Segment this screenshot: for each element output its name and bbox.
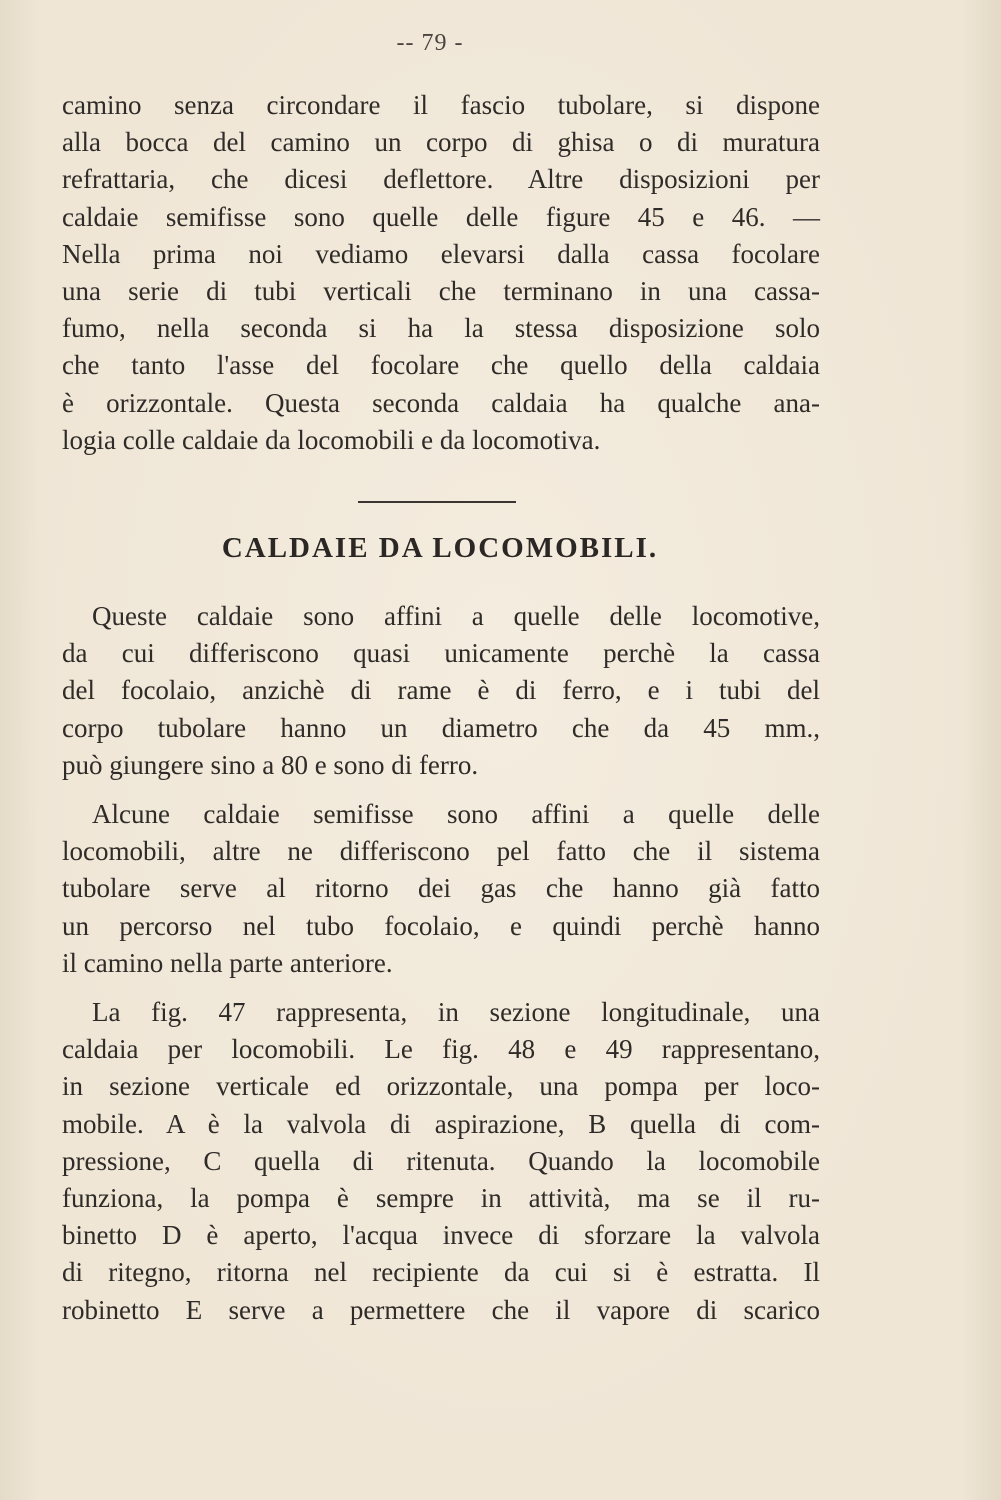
paragraph-3: [62, 796, 820, 982]
text-line: del focolaio, anzichè di rame è di ferro, e i tubi del: [62, 675, 820, 706]
text-line: Alcune caldaie semifisse sono affini a quelle delle: [92, 799, 820, 829]
text-line: fumo, nella seconda si ha la stessa disposizione solo: [62, 313, 820, 344]
text-line: camino senza circondare il fascio tubolare, si dispone: [62, 90, 820, 120]
page-number: -- 79 -: [396, 30, 464, 56]
text-line: caldaie semifisse sono quelle delle figure 45 e 46. —: [62, 201, 820, 232]
text-line: caldaia per locomobili. Le fig. 48 e 49 rappresentano,: [62, 1034, 820, 1065]
text-line: un percorso nel tubo focolaio, e quindi perchè hanno: [62, 910, 820, 941]
text-line: da cui differiscono quasi unicamente perchè la cassa: [62, 638, 820, 669]
text-line: Queste caldaie sono affini a quelle delle locomotive,: [92, 601, 820, 631]
paragraph-2: [62, 598, 820, 784]
paragraph-1: [62, 87, 820, 459]
text-line: tubolare serve al ritorno dei gas che hanno già fatto: [62, 873, 820, 904]
text-line: il camino nella parte anteriore.: [62, 947, 393, 978]
text-line: corpo tubolare hanno un diametro che da 45 mm.,: [62, 712, 820, 743]
text-line: Nella prima noi vediamo elevarsi dalla cassa focolare: [62, 238, 820, 269]
text-line: La fig. 47 rappresenta, in sezione longitudinale, una: [92, 997, 820, 1027]
text-line: può giungere sino a 80 e sono di ferro.: [62, 749, 479, 780]
text-line: in sezione verticale ed orizzontale, una pompa per loco-: [62, 1071, 820, 1102]
text-line: refrattaria, che dicesi deflettore. Altre disposizioni per: [62, 164, 820, 195]
text-line: che tanto l'asse del focolare che quello della caldaia: [62, 350, 820, 381]
text-line: logia colle caldaie da locomobili e da locomotiva.: [62, 424, 601, 455]
text-line: locomobili, altre ne differiscono pel fatto che il sistema: [62, 836, 820, 867]
text-line: alla bocca del camino un corpo di ghisa o di muratura: [62, 127, 820, 158]
text-line: pressione, C quella di ritenuta. Quando la locomobile: [62, 1145, 820, 1176]
paragraph-4: [62, 994, 820, 1329]
text-line: è orizzontale. Questa seconda caldaia ha qualche ana-: [62, 387, 820, 418]
text-line: funziona, la pompa è sempre in attività, ma se il ru-: [62, 1182, 820, 1213]
text-line: robinetto E serve a permettere che il vapore di scarico: [62, 1294, 820, 1325]
text-line: mobile. A è la valvola di aspirazione, B quella di com-: [62, 1108, 820, 1139]
text-line: binetto D è aperto, l'acqua invece di sforzare la valvola: [62, 1220, 820, 1251]
text-line: una serie di tubi verticali che terminano in una cassa-: [62, 275, 820, 306]
text-line: di ritegno, ritorna nel recipiente da cui si è estratta. Il: [62, 1257, 820, 1288]
section-heading: CALDAIE DA LOCOMOBILI.: [221, 532, 659, 564]
section-divider: [358, 501, 516, 503]
